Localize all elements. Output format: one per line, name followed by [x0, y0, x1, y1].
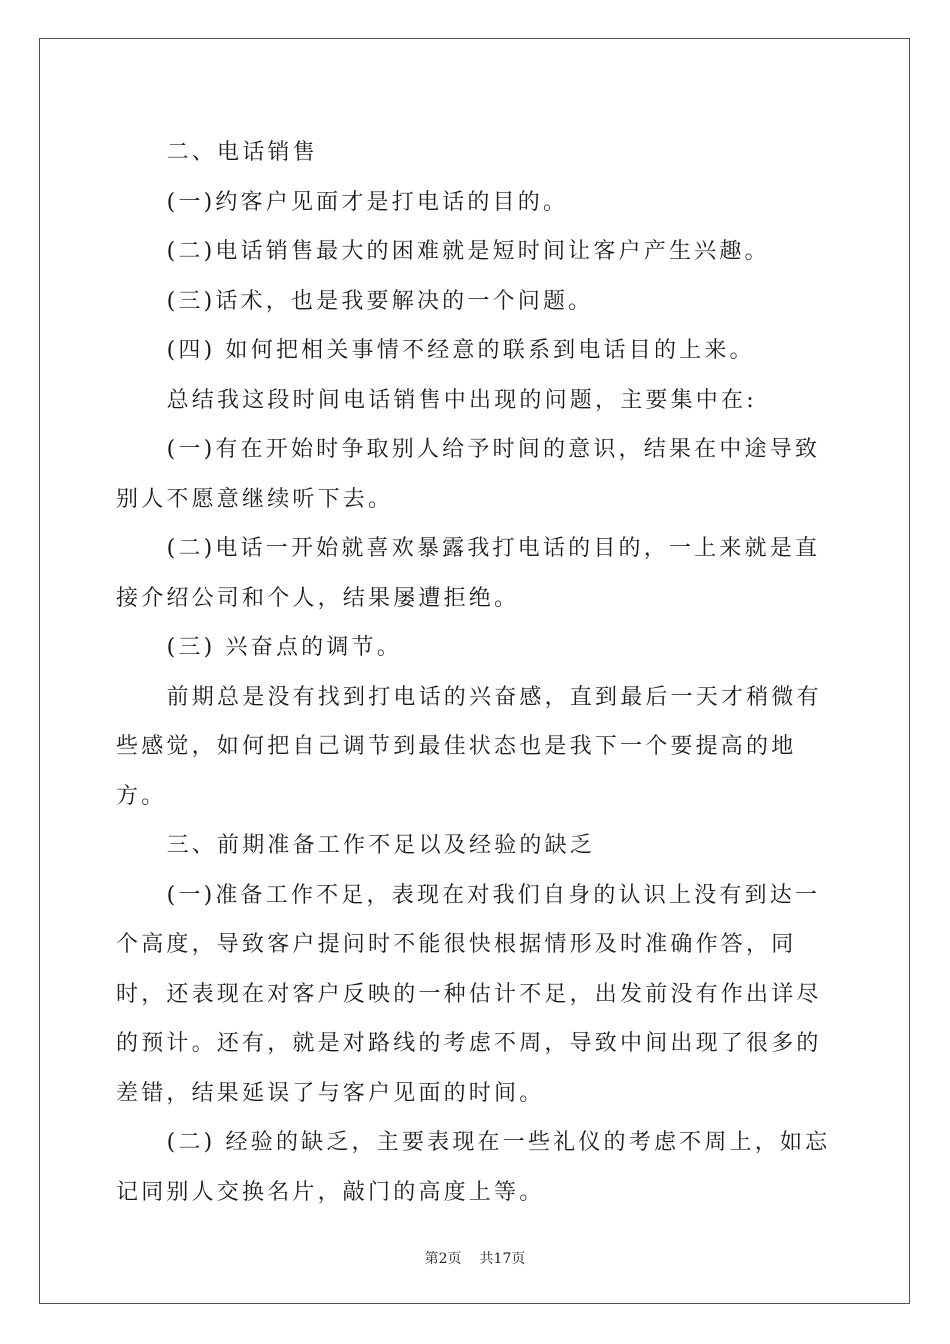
- page-number: 第2页: [424, 1251, 462, 1267]
- paragraph: (二) 经验的缺乏，主要表现在一些礼仪的考虑不周上，如忘记同别人交换名片，敲门的高度上等。: [116, 1130, 831, 1205]
- document-body: [116, 128, 838, 1217]
- paragraph: (一)准备工作不足，表现在对我们自身的认识上没有到达一个高度，导致客户提问时不能很快根据情形及时准确作答，同时，还表现在对客户反映的一种估计不足，出发前没有作出详尽的预计。还有，就是对路线的考虑不周，导致中间出现了很多的差错，结果延误了与客户见面的时间。: [116, 882, 822, 1106]
- paragraph: (三) 兴奋点的调节。: [166, 635, 402, 660]
- paragraph: (一)有在开始时争取别人给予时间的意识，结果在中途导致别人不愿意继续听下去。: [116, 437, 821, 512]
- paragraph: (二)电话一开始就喜欢暴露我打电话的目的，一上来就是直接介绍公司和个人，结果屡遭拒绝。: [116, 536, 821, 611]
- paragraph: (二)电话销售最大的困难就是短时间让客户产生兴趣。: [166, 239, 770, 264]
- paragraph: 总结我这段时间电话销售中出现的问题，主要集中在:: [166, 387, 757, 413]
- paragraph: (四) 如何把相关事情不经意的联系到电话目的上来。: [166, 338, 755, 363]
- page-footer: [0, 1248, 950, 1268]
- paragraph: (一)约客户见面才是打电话的目的。: [166, 189, 569, 215]
- section-heading-preparation: 三、前期准备工作不足以及经验的缺乏: [166, 833, 595, 858]
- paragraph: 前期总是没有找到打电话的兴奋感，直到最后一天才稍微有些感觉，如何把自己调节到最佳状态也是我下一个要提高的地方。: [116, 684, 822, 809]
- section-heading-telephone-sales: 二、电话销售: [166, 140, 318, 165]
- paragraph: (三)话术，也是我要解决的一个问题。: [166, 288, 594, 314]
- page-total: 共17页: [479, 1251, 526, 1267]
